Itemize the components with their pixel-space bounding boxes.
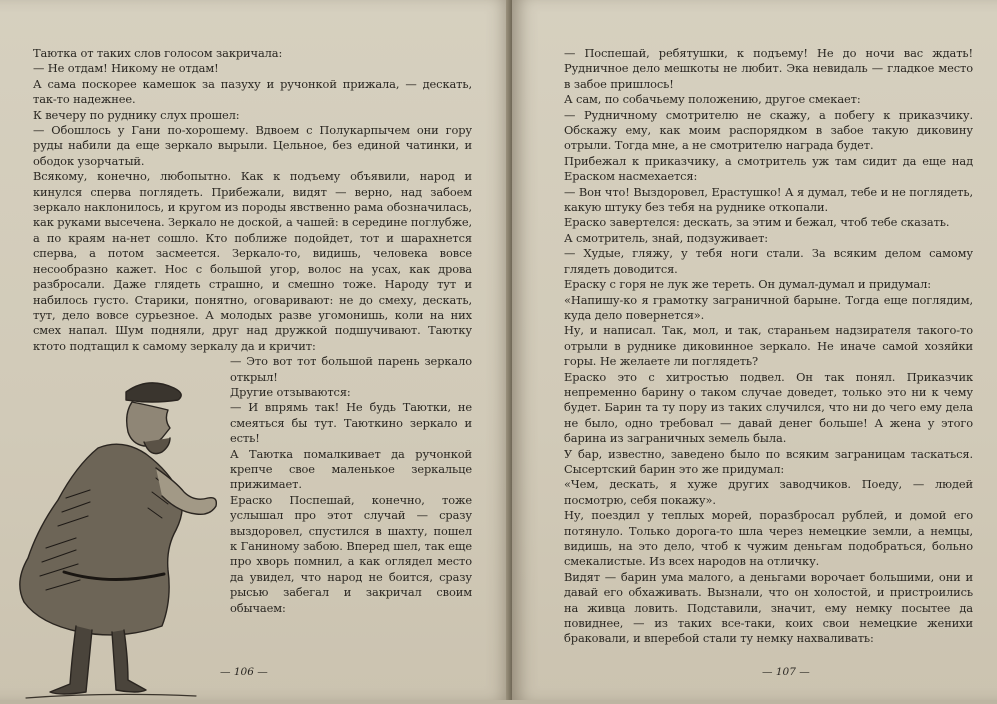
paragraph: А смотритель, знай, подзуживает: [564,230,769,245]
paragraph: Прибежал к приказчику, а смотритель уж там сидит да еще над Ераском насмехается: [564,153,973,184]
paragraph: Другие отзываются: [230,384,351,399]
paragraph: К вечеру по руднику слух прошел: [33,107,240,122]
paragraph: Видят — барин ума малого, а деньгами ворочает большими, они и давай его обхаживать. Вызнали, что он холостой, и пристроились на живца ловить. Подставили, значит, ему немку посытее да повиднее, — из таких все-таки, коих свои немецкие женихи браковали, и вперебой стали ту немку нахваливать: [564,569,973,646]
paragraph: — Обошлось у Гани по-хорошему. Вдвоем с Полукарпычем они гору руды набили да еще зеркало вырыли. Цельное, без единой чатинки, и ободок узорчатый. [33,123,472,168]
paragraph: Ераско Поспешай, конечно, тоже услышал про этот случай — сразу выздоровел, спустился в шахту, пошел к Ганиному забою. Вперед шел, так еще про хворь помнил, а как оглядел место да увидел, что народ не боится, сразу рысью забегал и закричал своим обычаем: [230,492,472,615]
paragraph: Ну, поездил у теплых морей, поразбросал рублей, и домой его потянуло. Только дорога-то шла через немецкие земли, а немцы, видишь, на это дело, чтоб к чужим деньгам подобраться, больно смекалистые. Из всех народов на отличку. [564,508,973,569]
paragraph: — Худые, гляжу, у тебя ноги стали. За всяким делом самому глядеть доводится. [564,246,973,276]
paragraph: — И впрямь так! Не будь Таютки, не смеяться бы тут. Таюткино зеркало и есть! [230,400,472,446]
paragraph: У бар, известно, заведено было по всяким заграницам таскаться. Сысертский барин это же придумал: [564,446,973,476]
paragraph: А сам, по собачьему положению, другое смекает: [564,92,861,107]
paragraph: — Рудничному смотрителю не скажу, а побегу к приказчику. Обскажу ему, как моим распорядком в забое такую диковину отрыли. Тогда мне, а не смотрителю награда будет. [564,107,973,153]
page-number: — 107 — [762,666,810,678]
left-page-text [33,46,472,616]
paragraph: — Не отдам! Никому не отдам! [33,61,219,76]
paragraph: Ераско это с хитростью подвел. Он так понял. Приказчик непременно барину о таком случае доведет, только это ни к чему будет. Барин та ту пору из таких случился, что ни до чего ему дела не было, одно требовал — давай денег больше! А жена у этого барина из заграничных земель была. [564,369,973,446]
right-page-text [564,46,973,647]
paragraph: «Чем, дескать, я хуже других заводчиков. Поеду, — людей посмотрю, себя покажу». [564,477,973,507]
paragraph: Ераско завертелся: дескать, за этим и бежал, чтоб тебе сказать. [564,215,950,230]
paragraph: — Вон что! Выздоровел, Ерастушко! А я думал, тебе и не поглядеть, какую штуку без тебя на руднике откопали. [564,184,973,215]
paragraph: А сама поскорее камешок за пазуху и ручонкой прижала, — дескать, так-то надежнее. [33,76,472,107]
paragraph: «Напишу-ко я грамотку заграничной барыне. Тогда еще поглядим, куда дело повернется». [564,292,973,322]
paragraph: Ну, и написал. Так, мол, и так, стараньем надзирателя такого-то отрыли в руднике диковинное зеркало. Не иначе самой хозяйки горы. Не желаете ли поглядеть? [564,323,973,369]
page-number: — 106 — [220,666,268,678]
paragraph: — Это вот тот большой парень зеркало открыл! [230,354,472,384]
right-page [512,0,997,700]
paragraph: Таютка от таких слов голосом закричала: [33,46,283,60]
paragraph: Ераску с горя не лук же тереть. Он думал-думал и придумал: [564,277,931,292]
paragraph: А Таютка помалкивает да ручонкой крепче свое маленькое зеркальце прижимает. [230,446,472,492]
illustration-figure [6,358,224,704]
paragraph: Всякому, конечно, любопытно. Как к подъему объявили, народ и кинулся сперва поглядеть. Прибежали, видят — верно, над забоем зеркало наклонилось, и кругом из породы явственно рама обозначилась, как руками высечена. Зеркало не доской, а чашей: в середине поглубже, а по краям на-нет сошло. Кто поближе подойдет, тот и шарахнется сперва, а потом засмеется. Зеркало-то, видишь, человека вовсе несообразно кажет. Нос с большой угор, волос на усах, как дрова разбросали. Даже глядеть страшно, и смешно тоже. Народу тут и набилось густо. Старики, понятно, оговаривают: не до смеху, дескать, тут, дело вовсе сурьезное. А молодых разве угомонишь, коли на них смех напал. Шум подняли, друг над дружкой подшучивают. Таютку ктото подтащил к самому зеркалу да и кричит: [33,169,472,353]
paragraph: — Поспешай, ребятушки, к подъему! Не до ночи вас ждать! Рудничное дело мешкоты не любит. Эка невидаль — гладкое место в забое пришлось! [564,46,973,91]
